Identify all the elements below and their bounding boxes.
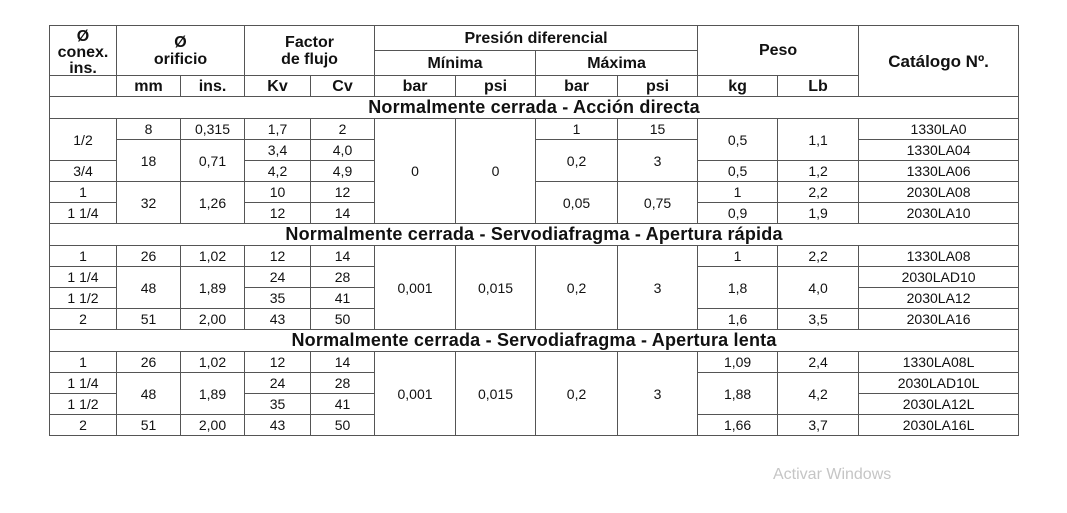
cell-max-bar: 1 bbox=[536, 119, 618, 140]
cell-catalogo: 2030LA16L bbox=[859, 415, 1019, 436]
cell-min-psi: 0,015 bbox=[456, 246, 536, 330]
cell-cv: 50 bbox=[311, 415, 375, 436]
cell-mm: 26 bbox=[117, 352, 181, 373]
cell-catalogo: 2030LA12 bbox=[859, 288, 1019, 309]
unit-kg: kg bbox=[698, 76, 778, 97]
cell-min-psi: 0 bbox=[456, 119, 536, 224]
cell-max-psi: 3 bbox=[618, 352, 698, 436]
cell-cv: 41 bbox=[311, 288, 375, 309]
cell-kg: 1 bbox=[698, 246, 778, 267]
header-maxima: Máxima bbox=[536, 51, 698, 76]
unit-max-bar: bar bbox=[536, 76, 618, 97]
cell-conex: 1/2 bbox=[50, 119, 117, 161]
unit-cv: Cv bbox=[311, 76, 375, 97]
cell-kg: 0,9 bbox=[698, 203, 778, 224]
cell-ins: 2,00 bbox=[181, 309, 245, 330]
cell-conex: 1 bbox=[50, 246, 117, 267]
cell-lb: 4,0 bbox=[778, 267, 859, 309]
cell-cv: 50 bbox=[311, 309, 375, 330]
cell-ins: 0,71 bbox=[181, 140, 245, 182]
cell-mm: 26 bbox=[117, 246, 181, 267]
cell-ins: 1,89 bbox=[181, 267, 245, 309]
header-minima: Mínima bbox=[375, 51, 536, 76]
cell-conex: 1 1/4 bbox=[50, 373, 117, 394]
cell-cv: 28 bbox=[311, 267, 375, 288]
cell-kv: 24 bbox=[245, 373, 311, 394]
unit-kv: Kv bbox=[245, 76, 311, 97]
section-title-apertura-rapida: Normalmente cerrada - Servodiafragma - Apertura rápida bbox=[50, 224, 1019, 246]
cell-catalogo: 1330LA08 bbox=[859, 246, 1019, 267]
cell-kg: 1,6 bbox=[698, 309, 778, 330]
cell-cv: 28 bbox=[311, 373, 375, 394]
cell-lb: 2,2 bbox=[778, 246, 859, 267]
cell-kv: 12 bbox=[245, 352, 311, 373]
section-title-apertura-lenta: Normalmente cerrada - Servodiafragma - Apertura lenta bbox=[50, 330, 1019, 352]
cell-kv: 43 bbox=[245, 415, 311, 436]
unit-ins: ins. bbox=[181, 76, 245, 97]
cell-kg: 1,66 bbox=[698, 415, 778, 436]
cell-lb: 3,5 bbox=[778, 309, 859, 330]
cell-mm: 51 bbox=[117, 415, 181, 436]
cell-kv: 43 bbox=[245, 309, 311, 330]
unit-min-bar: bar bbox=[375, 76, 456, 97]
cell-conex: 1 1/4 bbox=[50, 203, 117, 224]
cell-catalogo: 2030LAD10 bbox=[859, 267, 1019, 288]
cell-kv: 1,7 bbox=[245, 119, 311, 140]
cell-lb: 1,9 bbox=[778, 203, 859, 224]
cell-max-bar: 0,05 bbox=[536, 182, 618, 224]
cell-ins: 2,00 bbox=[181, 415, 245, 436]
cell-conex: 1 1/2 bbox=[50, 288, 117, 309]
cell-min-bar: 0 bbox=[375, 119, 456, 224]
header-peso: Peso bbox=[698, 26, 859, 76]
cell-lb: 2,4 bbox=[778, 352, 859, 373]
cell-kv: 3,4 bbox=[245, 140, 311, 161]
unit-min-psi: psi bbox=[456, 76, 536, 97]
cell-catalogo: 1330LA0 bbox=[859, 119, 1019, 140]
cell-kv: 24 bbox=[245, 267, 311, 288]
cell-kv: 35 bbox=[245, 394, 311, 415]
cell-catalogo: 2030LA16 bbox=[859, 309, 1019, 330]
valve-spec-table bbox=[49, 25, 1019, 436]
header-conex-spacer bbox=[50, 76, 117, 97]
cell-lb: 3,7 bbox=[778, 415, 859, 436]
cell-max-bar: 0,2 bbox=[536, 246, 618, 330]
cell-max-psi: 3 bbox=[618, 246, 698, 330]
cell-min-bar: 0,001 bbox=[375, 246, 456, 330]
cell-catalogo: 2030LA12L bbox=[859, 394, 1019, 415]
cell-max-bar: 0,2 bbox=[536, 140, 618, 182]
cell-kg: 1 bbox=[698, 182, 778, 203]
cell-mm: 32 bbox=[117, 182, 181, 224]
cell-conex: 1 1/4 bbox=[50, 267, 117, 288]
header-orificio: Ø orificio bbox=[117, 26, 245, 76]
cell-lb: 4,2 bbox=[778, 373, 859, 415]
section-title-accion-directa: Normalmente cerrada - Acción directa bbox=[50, 97, 1019, 119]
cell-cv: 12 bbox=[311, 182, 375, 203]
header-conex: Ø conex. ins. bbox=[50, 26, 117, 76]
cell-kg: 1,8 bbox=[698, 267, 778, 309]
cell-lb: 1,2 bbox=[778, 161, 859, 182]
cell-ins: 1,02 bbox=[181, 352, 245, 373]
cell-conex: 1 bbox=[50, 182, 117, 203]
cell-kv: 4,2 bbox=[245, 161, 311, 182]
cell-max-psi: 15 bbox=[618, 119, 698, 140]
cell-kg: 1,88 bbox=[698, 373, 778, 415]
cell-kg: 1,09 bbox=[698, 352, 778, 373]
cell-ins: 1,02 bbox=[181, 246, 245, 267]
cell-cv: 14 bbox=[311, 352, 375, 373]
cell-ins: 1,26 bbox=[181, 182, 245, 224]
cell-catalogo: 2030LA10 bbox=[859, 203, 1019, 224]
cell-min-psi: 0,015 bbox=[456, 352, 536, 436]
cell-cv: 14 bbox=[311, 203, 375, 224]
cell-conex: 3/4 bbox=[50, 161, 117, 182]
unit-lb: Lb bbox=[778, 76, 859, 97]
header-presion-diferencial: Presión diferencial bbox=[375, 26, 698, 51]
cell-conex: 1 1/2 bbox=[50, 394, 117, 415]
cell-kg: 0,5 bbox=[698, 161, 778, 182]
cell-kv: 10 bbox=[245, 182, 311, 203]
cell-catalogo: 1330LA08L bbox=[859, 352, 1019, 373]
cell-kg: 0,5 bbox=[698, 119, 778, 161]
cell-conex: 2 bbox=[50, 415, 117, 436]
cell-kv: 12 bbox=[245, 203, 311, 224]
cell-catalogo: 2030LA08 bbox=[859, 182, 1019, 203]
cell-mm: 51 bbox=[117, 309, 181, 330]
cell-min-bar: 0,001 bbox=[375, 352, 456, 436]
activate-windows-watermark: Activar Windows bbox=[773, 466, 892, 483]
cell-cv: 41 bbox=[311, 394, 375, 415]
cell-cv: 4,0 bbox=[311, 140, 375, 161]
cell-cv: 2 bbox=[311, 119, 375, 140]
cell-max-psi: 0,75 bbox=[618, 182, 698, 224]
cell-mm: 48 bbox=[117, 373, 181, 415]
unit-mm: mm bbox=[117, 76, 181, 97]
cell-mm: 48 bbox=[117, 267, 181, 309]
header-factor-flujo: Factor de flujo bbox=[245, 26, 375, 76]
unit-max-psi: psi bbox=[618, 76, 698, 97]
cell-conex: 2 bbox=[50, 309, 117, 330]
cell-mm: 8 bbox=[117, 119, 181, 140]
header-catalogo: Catálogo Nº. bbox=[859, 26, 1019, 97]
cell-catalogo: 1330LA04 bbox=[859, 140, 1019, 161]
cell-max-psi: 3 bbox=[618, 140, 698, 182]
cell-catalogo: 2030LAD10L bbox=[859, 373, 1019, 394]
cell-conex: 1 bbox=[50, 352, 117, 373]
cell-ins: 1,89 bbox=[181, 373, 245, 415]
cell-cv: 14 bbox=[311, 246, 375, 267]
cell-kv: 35 bbox=[245, 288, 311, 309]
cell-kv: 12 bbox=[245, 246, 311, 267]
cell-max-bar: 0,2 bbox=[536, 352, 618, 436]
cell-catalogo: 1330LA06 bbox=[859, 161, 1019, 182]
cell-lb: 2,2 bbox=[778, 182, 859, 203]
cell-cv: 4,9 bbox=[311, 161, 375, 182]
cell-lb: 1,1 bbox=[778, 119, 859, 161]
cell-mm: 18 bbox=[117, 140, 181, 182]
cell-ins: 0,315 bbox=[181, 119, 245, 140]
